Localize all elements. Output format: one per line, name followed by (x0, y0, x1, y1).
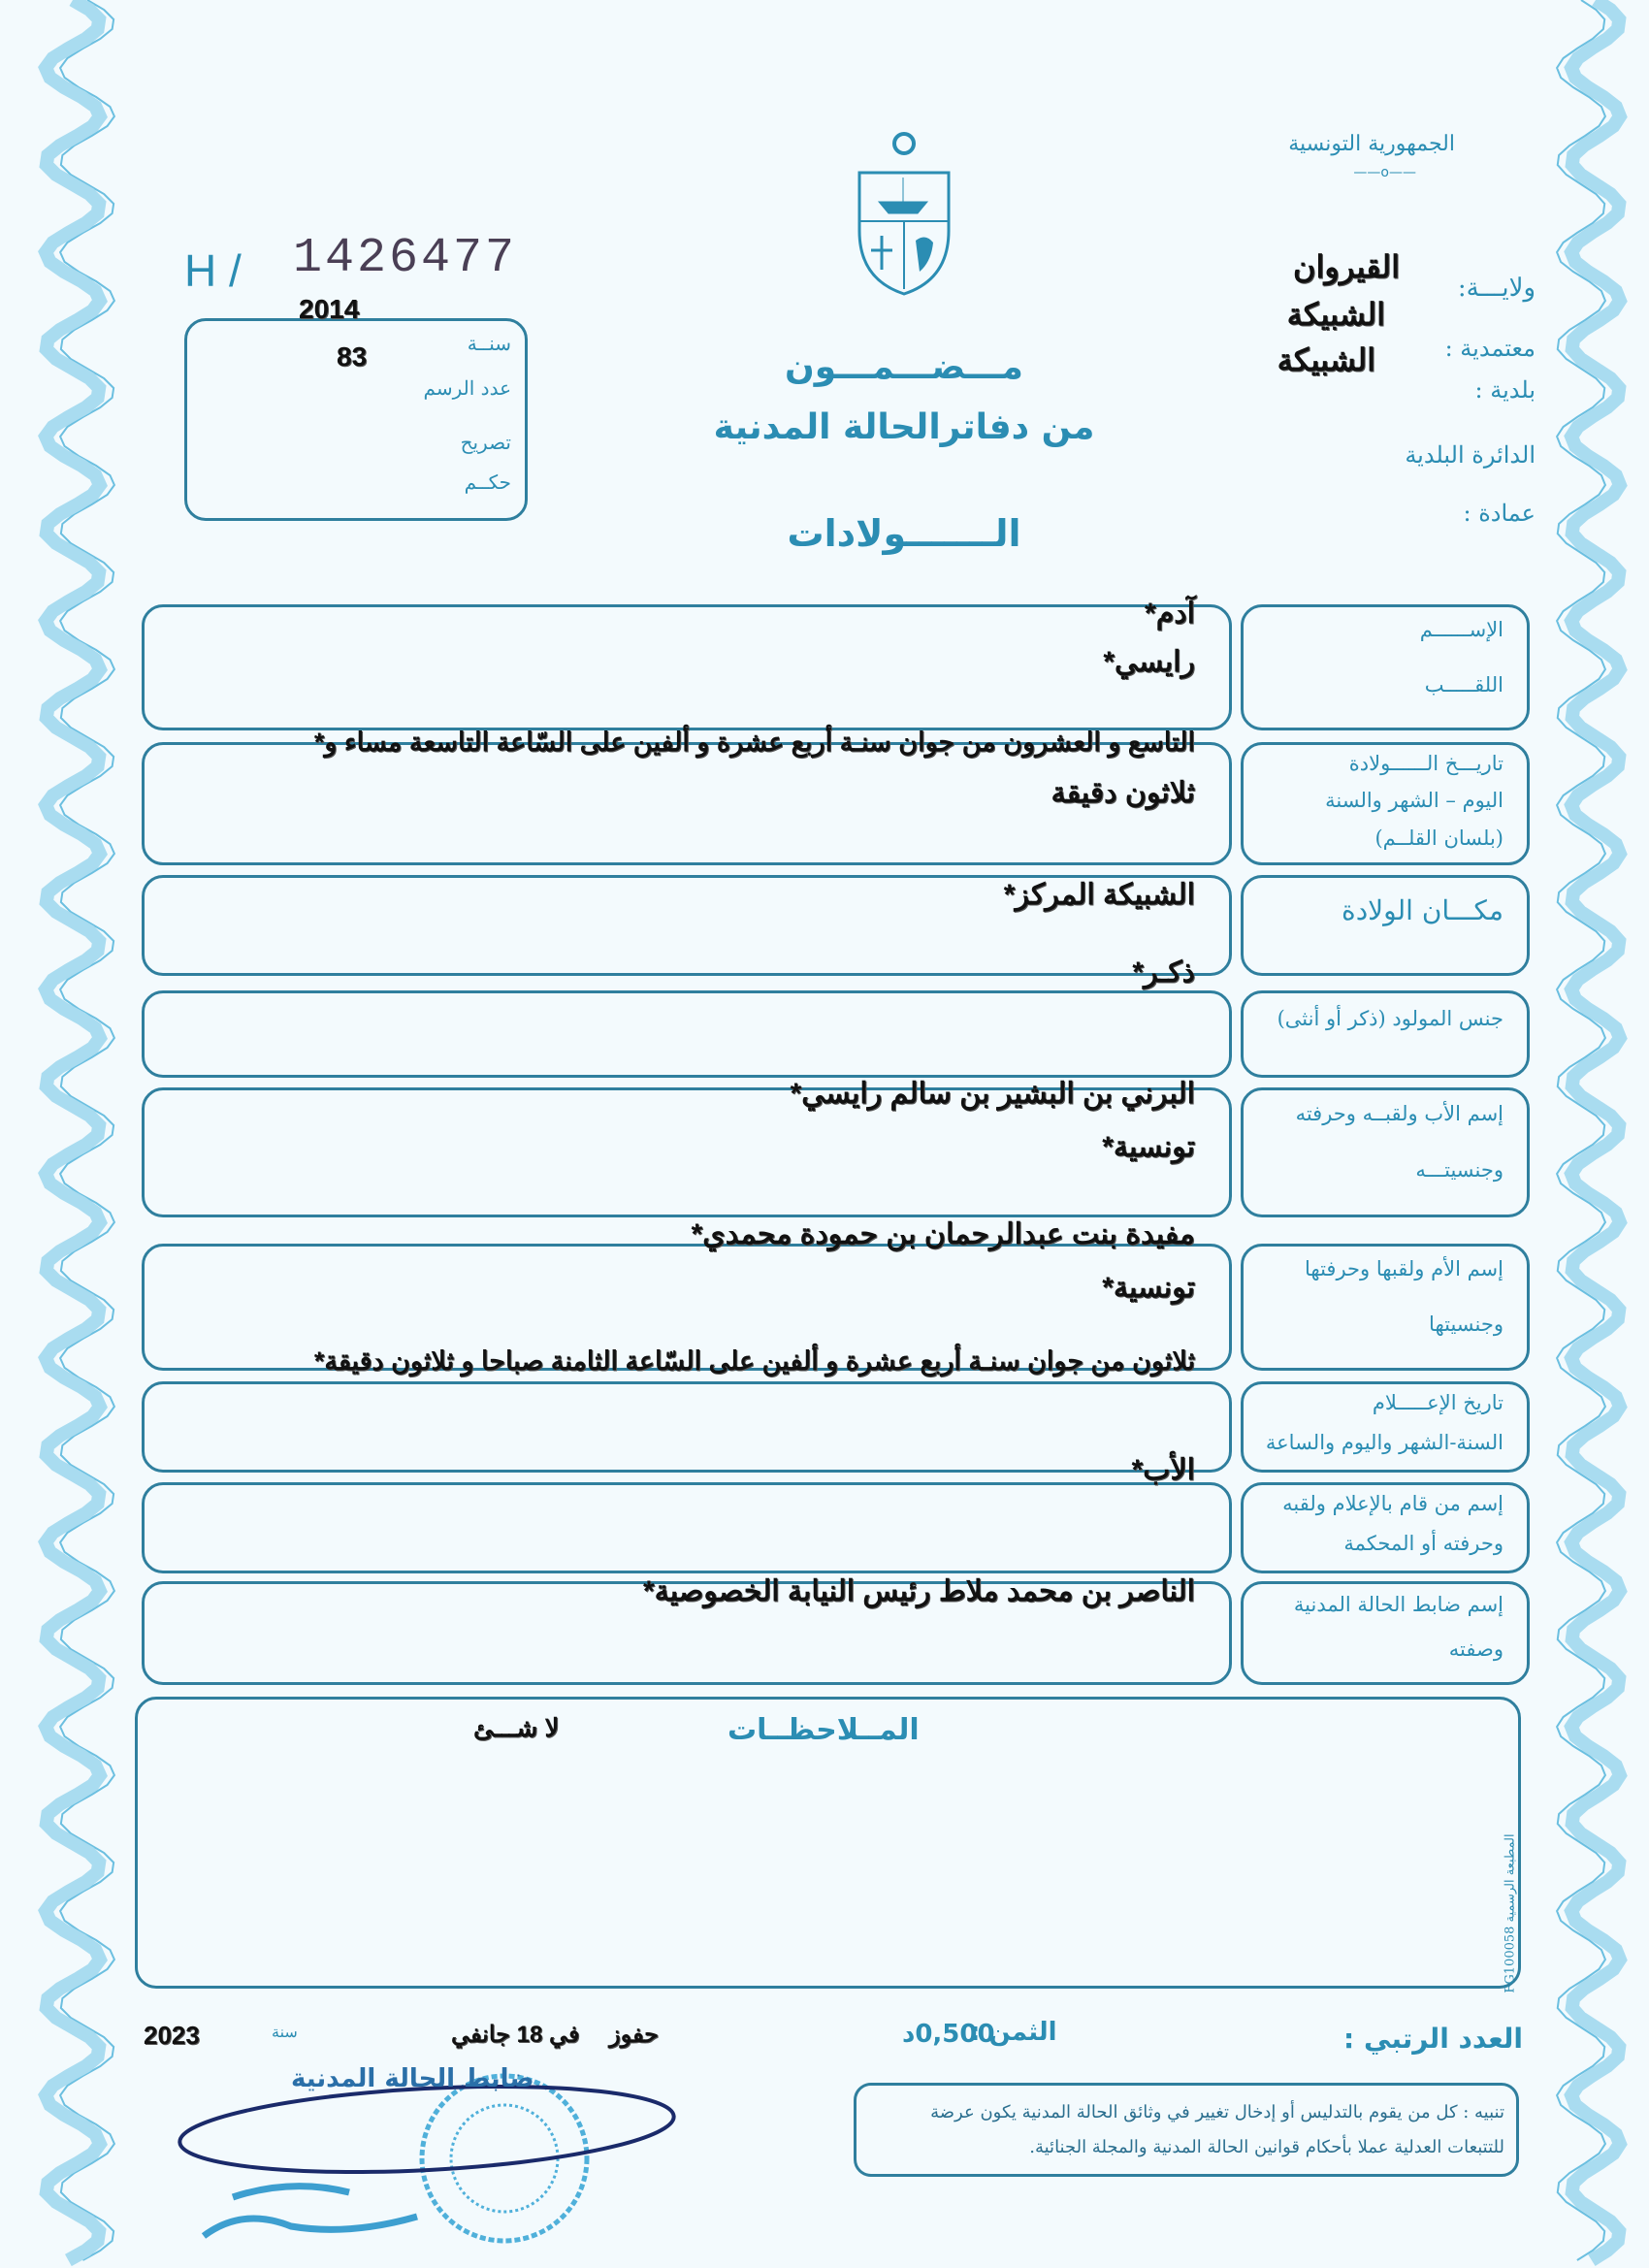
right-guilloche-border (1542, 0, 1649, 2268)
value-box (142, 990, 1232, 1078)
field-value: تونسية* (1102, 1131, 1195, 1163)
field-value: رايسي* (1103, 646, 1195, 678)
field-label: السنة-الشهر واليوم والساعة (1265, 1431, 1504, 1455)
field-label: وجنسيتها (1429, 1312, 1504, 1337)
printer-mark: المطبعة الرسمية FG100058 (1503, 1833, 1518, 1993)
year-value: 2023 (144, 2021, 200, 2050)
field-label: إسم من قام بالإعلام ولقبه (1282, 1492, 1504, 1516)
field-value: مفيدة بنت عبدالرحمان بن حمودة محمدي* (691, 1218, 1195, 1250)
delegation-value: الشبيكة (1286, 297, 1385, 332)
field-label: وجنسيتـــه (1415, 1157, 1504, 1182)
left-guilloche-border (0, 0, 136, 2268)
year-label: سنة (272, 2023, 298, 2041)
field-label: (بلسان القلــم) (1374, 826, 1504, 850)
issued-place: حفوز (609, 2022, 659, 2048)
record-number-value: 83 (337, 341, 368, 372)
field-value: الشبيكة المركز* (1003, 879, 1195, 911)
price-value: 0,500د (902, 2020, 995, 2049)
title-civil-registers: من دفاترالحالة المدنية (713, 407, 1095, 447)
field-label: إسم الأم ولقبها وحرفتها (1305, 1257, 1504, 1281)
municipality-value: الشبيكة (1277, 342, 1375, 377)
record-year-label: سنــة (467, 332, 511, 355)
municipality-label: بلدية : (1474, 376, 1536, 404)
section-births: الـــــــولادات (787, 512, 1021, 555)
field-label: الإســــــم (1419, 618, 1504, 642)
field-label: تاريـــخ الــــــولادة (1348, 751, 1504, 775)
price-label: الثمن : (970, 2018, 1057, 2047)
declaration-label: تصريح (460, 431, 511, 454)
field-value: تونسية* (1102, 1272, 1195, 1304)
field-label: اليوم – الشهر والسنة (1325, 789, 1504, 813)
value-box (142, 604, 1232, 730)
warning-text: تنبيه : كل من يقوم بالتدليس أو إدخال تغيير في وثائق الحالة المدنية يكون عرضة للتتبعات العدلية عملا بأحكام قوانين الحالة المدنية والمجلة الجنائية. (930, 2102, 1504, 2157)
serial-number: 1426477 (293, 231, 518, 286)
stamp-text: ضابط الحالة المدنية (291, 2064, 534, 2093)
field-label: جنس المولود (ذكر أو أنثى) (1277, 1007, 1504, 1031)
field-value: ثلاثون من جوان سنـة أربع عشرة و ألفين على السّاعة الثامنة صباحا و ثلاثون دقيقة* (313, 1346, 1195, 1376)
field-label: وصفته (1448, 1637, 1504, 1662)
serial-prefix: H / (184, 245, 242, 296)
municipal-district-label: الدائرة البلدية (1405, 441, 1536, 469)
field-value: آدم* (1145, 598, 1195, 630)
field-label: وحرفته أو المحكمة (1343, 1532, 1504, 1556)
republic-ornament: ——o—— (1353, 165, 1416, 180)
field-label: إسم ضابط الحالة المدنية (1293, 1592, 1504, 1616)
judgment-label: حكــم (464, 470, 511, 494)
republic-heading: الجمهورية التونسية (1288, 132, 1455, 156)
tunisia-emblem-icon (850, 124, 958, 299)
field-value: البرني بن البشير بن سالم رايسي* (790, 1078, 1195, 1110)
label-box (1241, 990, 1530, 1078)
field-label: تاريخ الإعـــــلام (1372, 1391, 1504, 1415)
field-label: إسم الأب ولقبــه وحرفته (1295, 1101, 1504, 1125)
field-value: ثلاثون دقيقة (1051, 777, 1195, 809)
governorate-value: القيروان (1293, 249, 1400, 284)
record-number-label: عدد الرسم (423, 376, 511, 400)
delegation-label: معتمدية : (1444, 335, 1536, 362)
title-summary: مـــضـــمـــون (785, 347, 1023, 387)
value-box (142, 1482, 1232, 1573)
field-label: مكـــان الولادة (1342, 894, 1504, 926)
field-value: ذكـر* (1132, 956, 1195, 988)
notes-label: المــلاحظــات (728, 1713, 920, 1747)
field-value: الأب* (1131, 1454, 1195, 1486)
field-value: الناصر بن محمد ملاط رئيس النيابة الخصوصية* (642, 1575, 1195, 1607)
governorate-label: ولايـــة: (1457, 274, 1536, 303)
field-value: التاسع و العشرون من جوان سنـة أربع عشرة و ألفين على السّاعة التاسعة مساء و* (313, 728, 1195, 757)
value-box (142, 1381, 1232, 1473)
field-label: اللقـــــب (1424, 672, 1504, 697)
imada-label: عمادة : (1463, 500, 1536, 527)
notes-value: لا شـــئ (473, 1713, 560, 1742)
record-year-value: 2014 (299, 294, 360, 324)
serial-number-label: العدد الرتبي : (1343, 2023, 1523, 2055)
issued-date: في 18 جانفي (451, 2022, 580, 2048)
